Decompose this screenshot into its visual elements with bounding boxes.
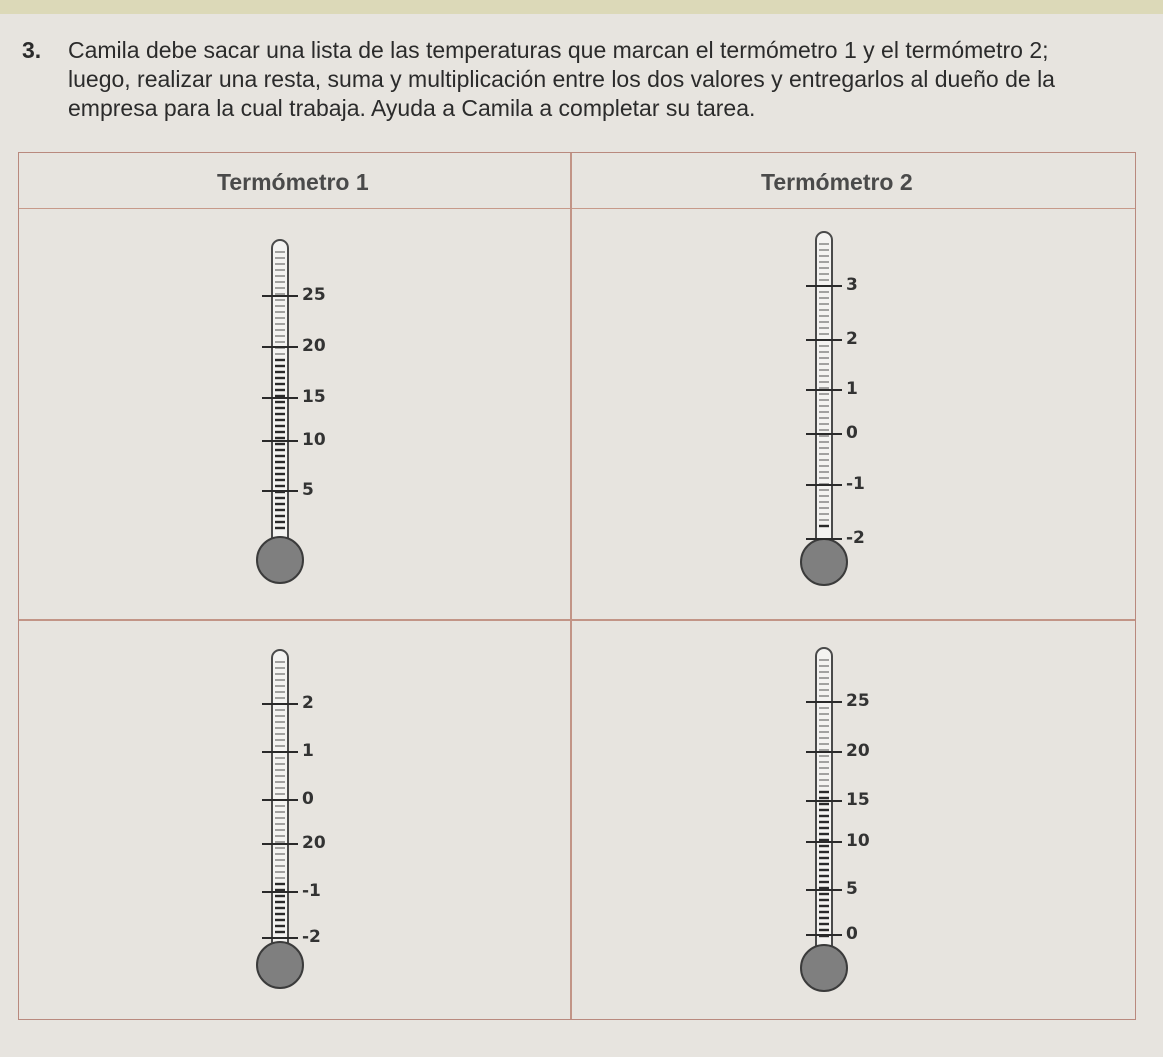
thermometer-bulb	[257, 942, 303, 988]
thermometer-tick-label: 10	[846, 831, 870, 851]
question-number: 3.	[22, 37, 42, 63]
thermometer-tick-label: 25	[846, 691, 870, 711]
thermometer-tick-label: 15	[846, 790, 870, 810]
table-header-row	[19, 153, 1135, 209]
thermometer-tick-label: -2	[302, 927, 321, 947]
thermometer-bulb	[801, 539, 847, 585]
thermometer-1-row-2	[262, 646, 326, 996]
thermometer-tick-label: 20	[846, 741, 870, 761]
thermometer-tick-label: -1	[302, 881, 321, 901]
thermometer-tick-label: 5	[846, 879, 858, 899]
thermometer-tick-label: -2	[846, 528, 865, 548]
question-line-3: empresa para la cual trabaja. Ayuda a Camila a completar su tarea.	[68, 95, 756, 121]
thermometer-tick-label: 20	[302, 833, 326, 853]
question-line-1: Camila debe sacar una lista de las temperaturas que marcan el termómetro 1 y el termómetro 2;	[68, 37, 1049, 63]
thermometer-tick-label: 0	[846, 924, 858, 944]
thermometer-bulb	[801, 945, 847, 991]
thermometer-2-row-1	[806, 228, 866, 598]
thermometer-table	[18, 152, 1136, 1020]
question-line-2: luego, realizar una resta, suma y multiplicación entre los dos valores y entregarlos al dueño de la	[68, 66, 1055, 92]
thermometer-tick-label: -1	[846, 474, 865, 494]
thermometer-tick-label: 3	[846, 275, 858, 295]
thermometer-tick-label: 15	[302, 387, 326, 407]
page-top-band	[0, 0, 1163, 14]
thermometer-tick-label: 0	[846, 423, 858, 443]
thermometer-tick-label: 25	[302, 285, 326, 305]
thermometer-bulb	[257, 537, 303, 583]
column-divider	[570, 153, 572, 1019]
thermometer-tick-label: 5	[302, 480, 314, 500]
thermometer-1-row-1	[262, 236, 326, 596]
thermometer-tick-label: 10	[302, 430, 326, 450]
thermometer-tube	[272, 650, 288, 955]
thermometer-tick-label: 1	[302, 741, 314, 761]
thermometer-2-row-2	[806, 644, 870, 999]
row-divider	[19, 619, 1135, 621]
thermometer-tick-label: 0	[302, 789, 314, 809]
header-termometro-1: Termómetro 1	[217, 169, 369, 195]
question-3	[22, 36, 1152, 123]
thermometer-tick-label: 2	[302, 693, 314, 713]
thermometer-tick-label: 2	[846, 329, 858, 349]
thermometer-tick-label: 1	[846, 379, 858, 399]
header-termometro-2: Termómetro 2	[761, 169, 913, 195]
thermometer-tick-label: 20	[302, 336, 326, 356]
